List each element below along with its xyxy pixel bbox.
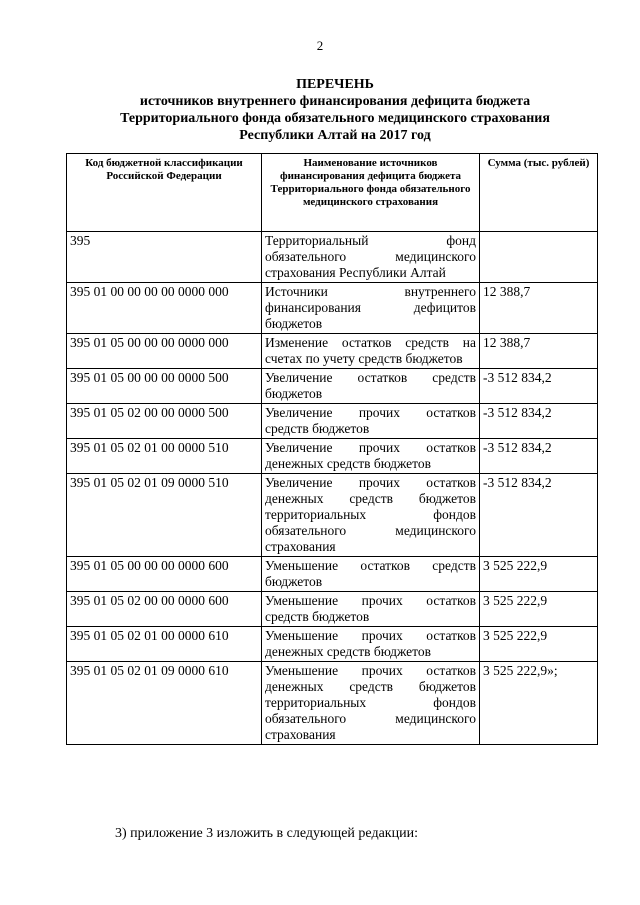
code-cell: 395 01 05 02 01 00 0000 510 [67, 439, 262, 474]
table-row [67, 439, 598, 474]
header-sum: Сумма (тыс. рублей) [480, 154, 598, 232]
sum-cell: -3 512 834,2 [480, 474, 598, 557]
name-cell: Увеличение прочих остатков денежных средств бюджетов [262, 439, 480, 474]
name-cell: Источники внутреннего финансирования дефицитов бюджетов [262, 283, 480, 334]
financing-sources-table [66, 153, 598, 745]
sum-cell: 12 388,7 [480, 334, 598, 369]
code-cell: 395 01 05 02 01 00 0000 610 [67, 627, 262, 662]
table-row [67, 404, 598, 439]
table-body [67, 232, 598, 745]
name-cell: Уменьшение остатков средств бюджетов [262, 557, 480, 592]
name-cell: Увеличение остатков средств бюджетов [262, 369, 480, 404]
title-line-4: Республики Алтай на 2017 год [239, 128, 431, 143]
sum-cell: 12 388,7 [480, 283, 598, 334]
code-cell: 395 01 05 02 01 09 0000 510 [67, 474, 262, 557]
name-cell: Увеличение прочих остатков средств бюджетов [262, 404, 480, 439]
title-line-2: источников внутреннего финансирования дефицита бюджета [139, 94, 531, 109]
code-cell: 395 01 05 02 00 00 0000 500 [67, 404, 262, 439]
sum-cell: 3 525 222,9»; [480, 662, 598, 745]
document-title [70, 76, 600, 144]
code-cell: 395 01 05 00 00 00 0000 000 [67, 334, 262, 369]
sum-cell: 3 525 222,9 [480, 627, 598, 662]
title-line-3: Территориального фонда обязательного медицинского страхования [120, 111, 550, 126]
header-name: Наименование источников финансирования дефицита бюджета Территориального фонда обязательного медицинского страхования [262, 154, 480, 232]
name-cell: Увеличение прочих остатков денежных средств бюджетов территориальных фондов обязательного медицинского страхования [262, 474, 480, 557]
code-cell: 395 01 05 02 00 00 0000 600 [67, 592, 262, 627]
code-cell: 395 01 05 02 01 09 0000 610 [67, 662, 262, 745]
table-header-row [67, 154, 598, 232]
sum-cell: -3 512 834,2 [480, 369, 598, 404]
code-cell: 395 01 05 00 00 00 0000 600 [67, 557, 262, 592]
name-cell: Уменьшение прочих остатков средств бюджетов [262, 592, 480, 627]
table-row [67, 662, 598, 745]
table-row [67, 592, 598, 627]
table-row [67, 474, 598, 557]
footer-text: 3) приложение 3 изложить в следующей редакции: [115, 826, 418, 841]
name-cell: Уменьшение прочих остатков денежных средств бюджетов [262, 627, 480, 662]
sum-cell: 3 525 222,9 [480, 592, 598, 627]
table-row [67, 283, 598, 334]
code-cell: 395 [67, 232, 262, 283]
name-cell: Уменьшение прочих остатков денежных средств бюджетов территориальных фондов обязательного медицинского страхования [262, 662, 480, 745]
sum-cell: 3 525 222,9 [480, 557, 598, 592]
table-row [67, 627, 598, 662]
name-cell: Территориальный фонд обязательного медицинского страхования Республики Алтай [262, 232, 480, 283]
code-cell: 395 01 00 00 00 00 0000 000 [67, 283, 262, 334]
table-row [67, 557, 598, 592]
table-row [67, 369, 598, 404]
title-line-1: ПЕРЕЧЕНЬ [296, 77, 374, 92]
name-cell: Изменение остатков средств на счетах по учету средств бюджетов [262, 334, 480, 369]
code-cell: 395 01 05 00 00 00 0000 500 [67, 369, 262, 404]
table-row [67, 334, 598, 369]
page-number: 2 [316, 38, 324, 53]
sum-cell: -3 512 834,2 [480, 439, 598, 474]
sum-cell [480, 232, 598, 283]
table-row [67, 232, 598, 283]
header-code: Код бюджетной классификации Российской Федерации [67, 154, 262, 232]
sum-cell: -3 512 834,2 [480, 404, 598, 439]
